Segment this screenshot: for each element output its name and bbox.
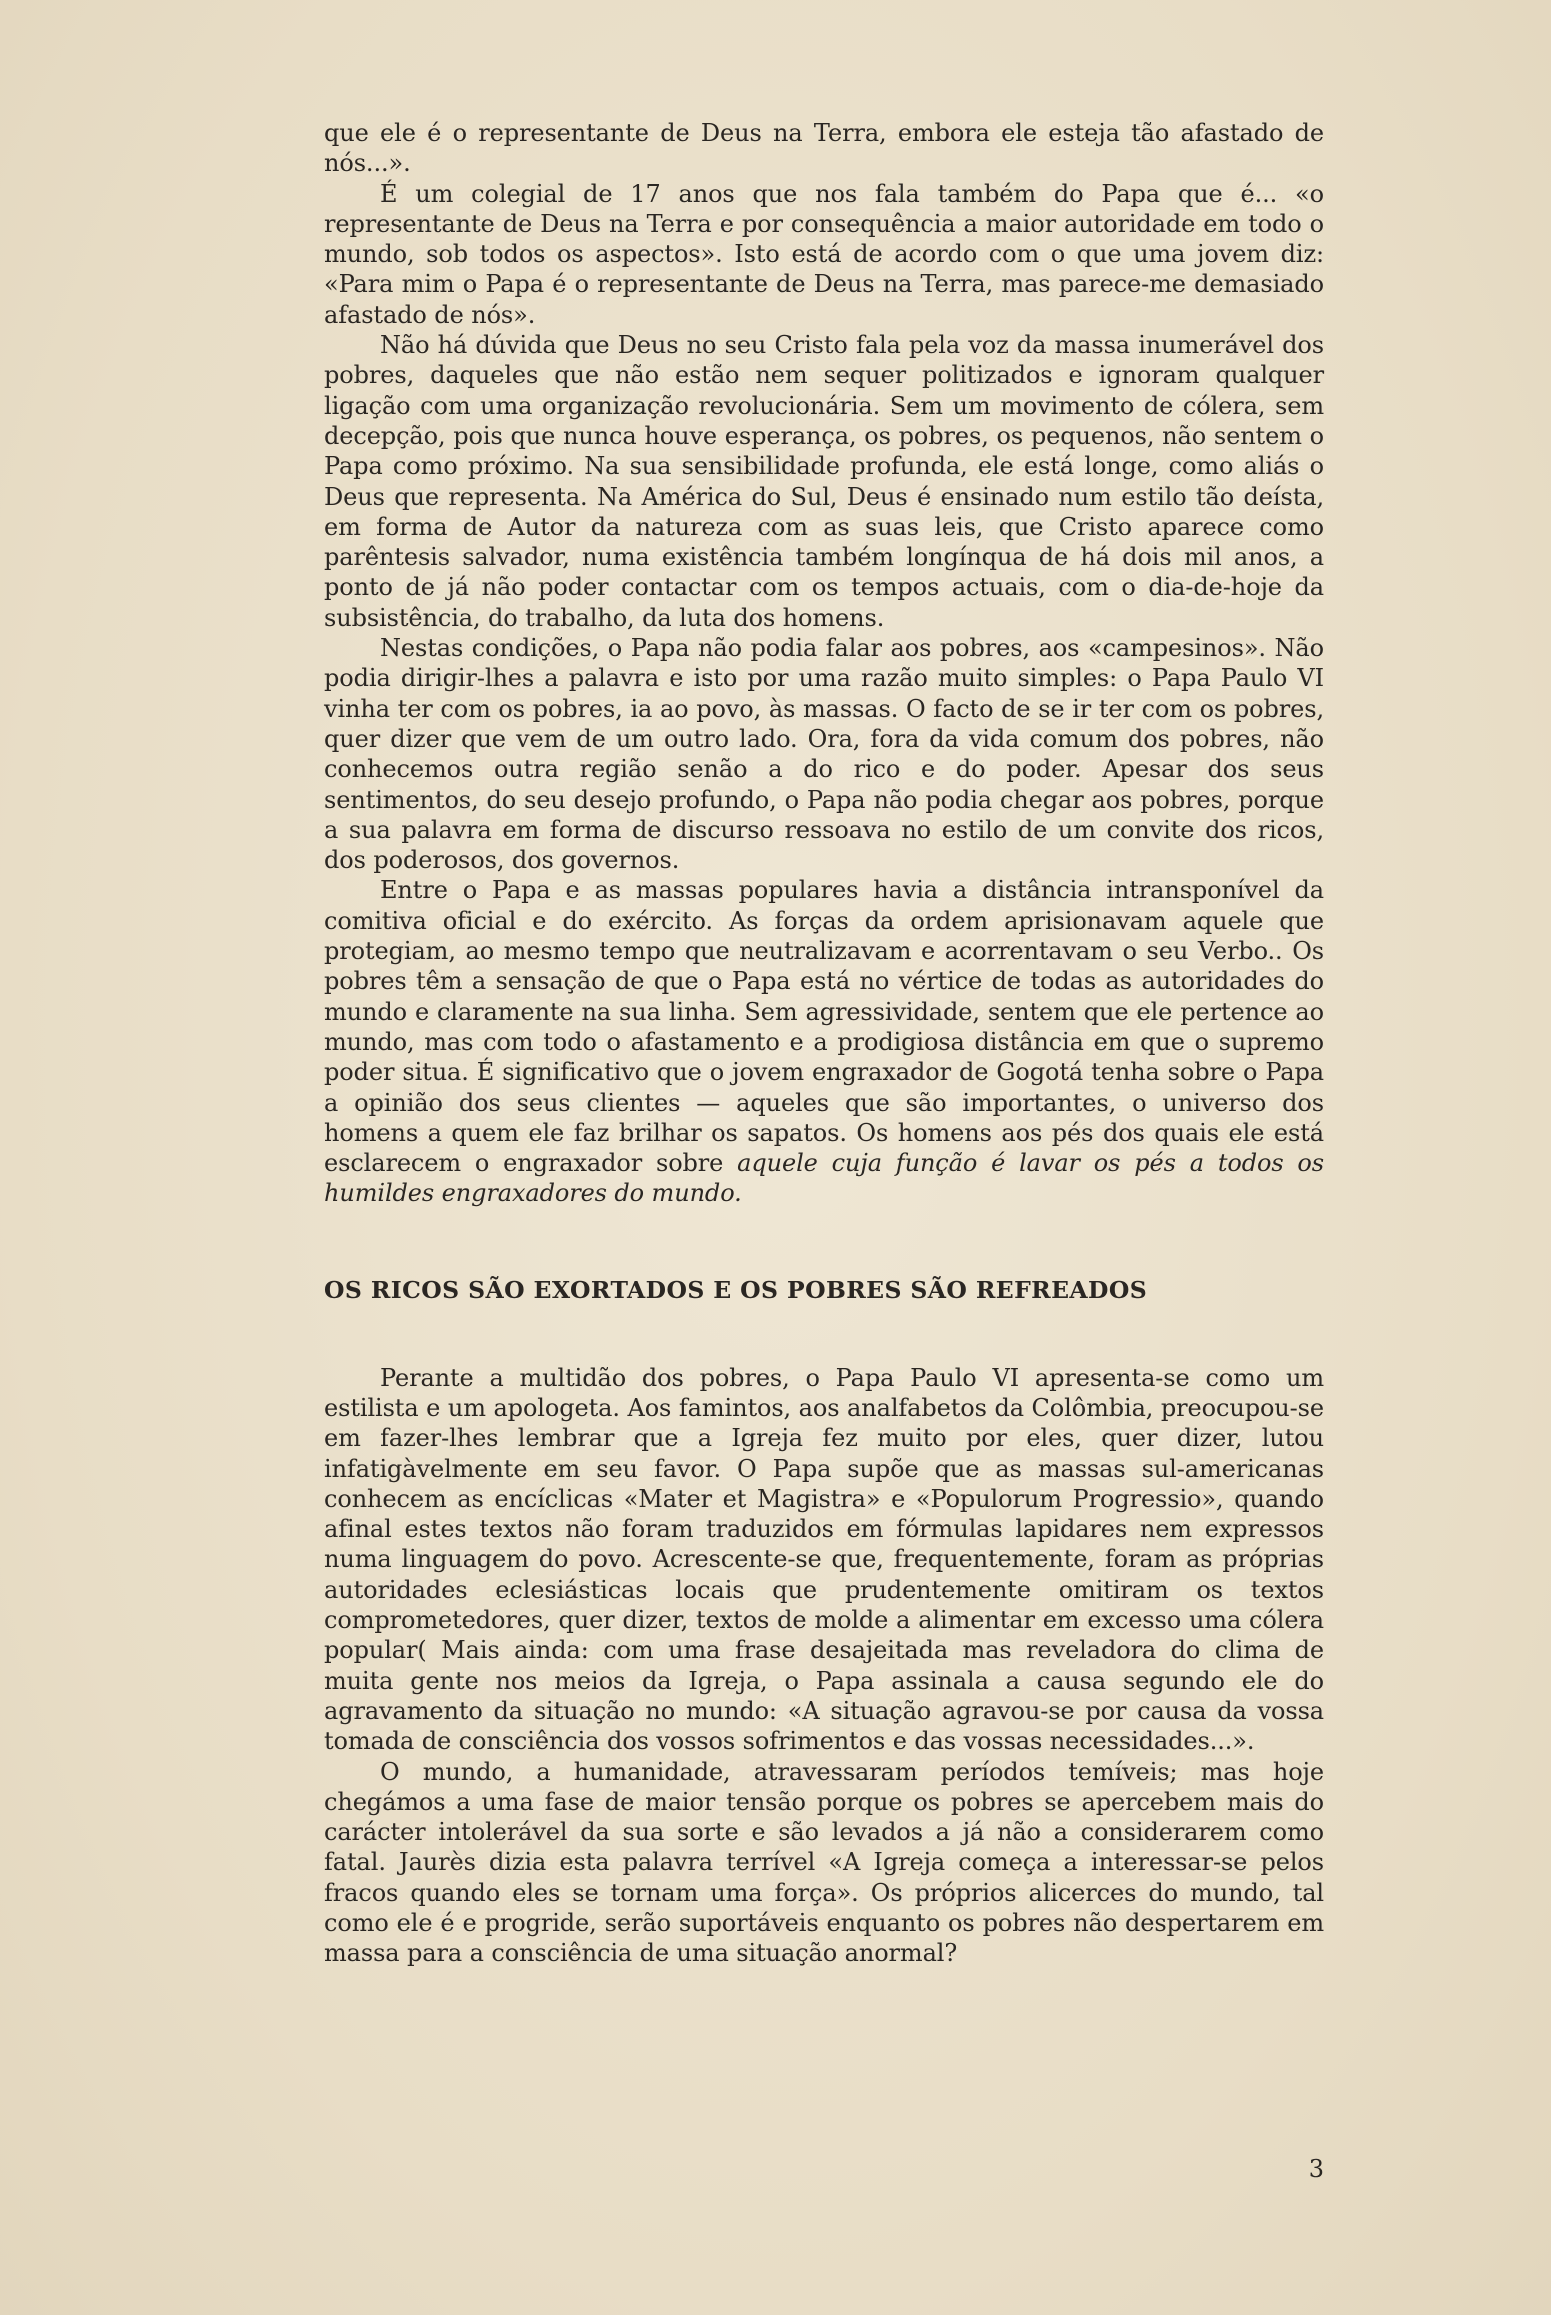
paragraph-4: Nestas condições, o Papa não podia falar aos pobres, aos «campesinos». Não podia dirigir-lhes a palavra e isto por uma razão muito simples: o Papa Paulo VI vinha ter com os pobres, ia ao povo, às massas. O facto de se ir ter com os pobres, quer dizer que vem de um outro lado. Ora, fora da vida comum dos pobres, não conhecemos outra região senão a do rico e do poder. Apesar dos seus sentimentos, do seu desejo profundo, o Papa não podia chegar aos pobres, porque a sua palavra em forma de discurso ressoava no estilo de um convite dos ricos, dos poderosos, dos governos. [324,634,1324,875]
paragraph-5-text: Entre o Papa e as massas populares havia a distância intransponível da comitiva oficial e do exército. As forças da ordem aprisionavam aquele que protegiam, ao mesmo tempo que neutralizavam e acorrentavam o seu Verbo.. Os pobres têm a sensação de que o Papa está no vértice de todas as autoridades do mundo e claramente na sua linha. Sem agressividade, sentem que ele pertence ao mundo, mas com todo o afastamento e a prodigiosa distância em que o supremo poder situa. É significativo que o jovem engraxador de Gogotá tenha sobre o Papa a opinião dos seus clientes — aqueles que são importantes, o universo dos homens a quem ele faz brilhar os sapatos. Os homens aos pés dos quais ele está esclarecem o engraxador sobre [324,876,1324,1178]
paragraph-7: O mundo, a humanidade, atravessaram períodos temíveis; mas hoje chegámos a uma fase de maior tensão porque os pobres se apercebem mais do carácter intolerável da sua sorte e são levados a já não a considerarem como fatal. Jaurès dizia esta palavra terrível «A Igreja começa a interessar-se pelos fracos quando eles se tornam uma força». Os próprios alicerces do mundo, tal como ele é e progride, serão suportáveis enquanto os pobres não despertarem em massa para a consciência de uma situação anormal? [324,1757,1324,1968]
paragraph-5 [324,875,1324,1208]
paragraph-6: Perante a multidão dos pobres, o Papa Paulo VI apresenta-se como um estilista e um apologeta. Aos famintos, aos analfabetos da Colômbia, preocupou-se em fazer-lhes lembrar que a Igreja fez muito por eles, quer dizer, lutou infatigàvelmente em seu favor. O Papa supõe que as massas sul-americanas conhecem as encíclicas «Mater et Magistra» e «Populorum Progressio», quando afinal estes textos não foram traduzidos em fórmulas lapidares nem expressos numa linguagem do povo. Acrescente-se que, frequentemente, foram as próprias autoridades eclesiásticas locais que prudentemente omitiram os textos comprometedores, quer dizer, textos de molde a alimentar em excesso uma cólera popular( Mais ainda: com uma frase desajeitada mas reveladora do clima de muita gente nos meios da Igreja, o Papa assinala a causa segundo ele do agravamento da situação no mundo: «A situação agravou-se por causa da vossa tomada de consciência dos vossos sofrimentos e das vossas necessidades...». [324,1363,1324,1756]
page-number: 3 [1308,2155,1324,2183]
paragraph-3: Não há dúvida que Deus no seu Cristo fala pela voz da massa inumerável dos pobres, daqueles que não estão nem sequer politizados e ignoram qualquer ligação com uma organização revolucionária. Sem um movimento de cólera, sem decepção, pois que nunca houve esperança, os pobres, os pequenos, não sentem o Papa como próximo. Na sua sensibilidade profunda, ele está longe, como aliás o Deus que representa. Na América do Sul, Deus é ensinado num estilo tão deísta, em forma de Autor da natureza com as suas leis, que Cristo aparece como parêntesis salvador, numa existência também longínqua de há dois mil anos, a ponto de já não poder contactar com os tempos actuais, com o dia-de-hoje da subsistência, do trabalho, da luta dos homens. [324,331,1324,632]
paragraph-2: É um colegial de 17 anos que nos fala também do Papa que é... «o representante de Deus na Terra e por consequência a maior autoridade em todo o mundo, sob todos os aspectos». Isto está de acordo com o que uma jovem diz: «Para mim o Papa é o representante de Deus na Terra, mas parece-me demasiado afastado de nós». [324,179,1324,329]
text-column [324,118,1324,1969]
paragraph-1: que ele é o representante de Deus na Terra, embora ele esteja tão afastado de nós...». [324,119,1324,178]
paragraph-5-italic: aquele cuja função é lavar os pés a todos os humildes engraxadores do mundo. [324,1149,1324,1208]
section-heading: OS RICOS SÃO EXORTADOS E OS POBRES SÃO REFREADOS [324,1275,1148,1304]
